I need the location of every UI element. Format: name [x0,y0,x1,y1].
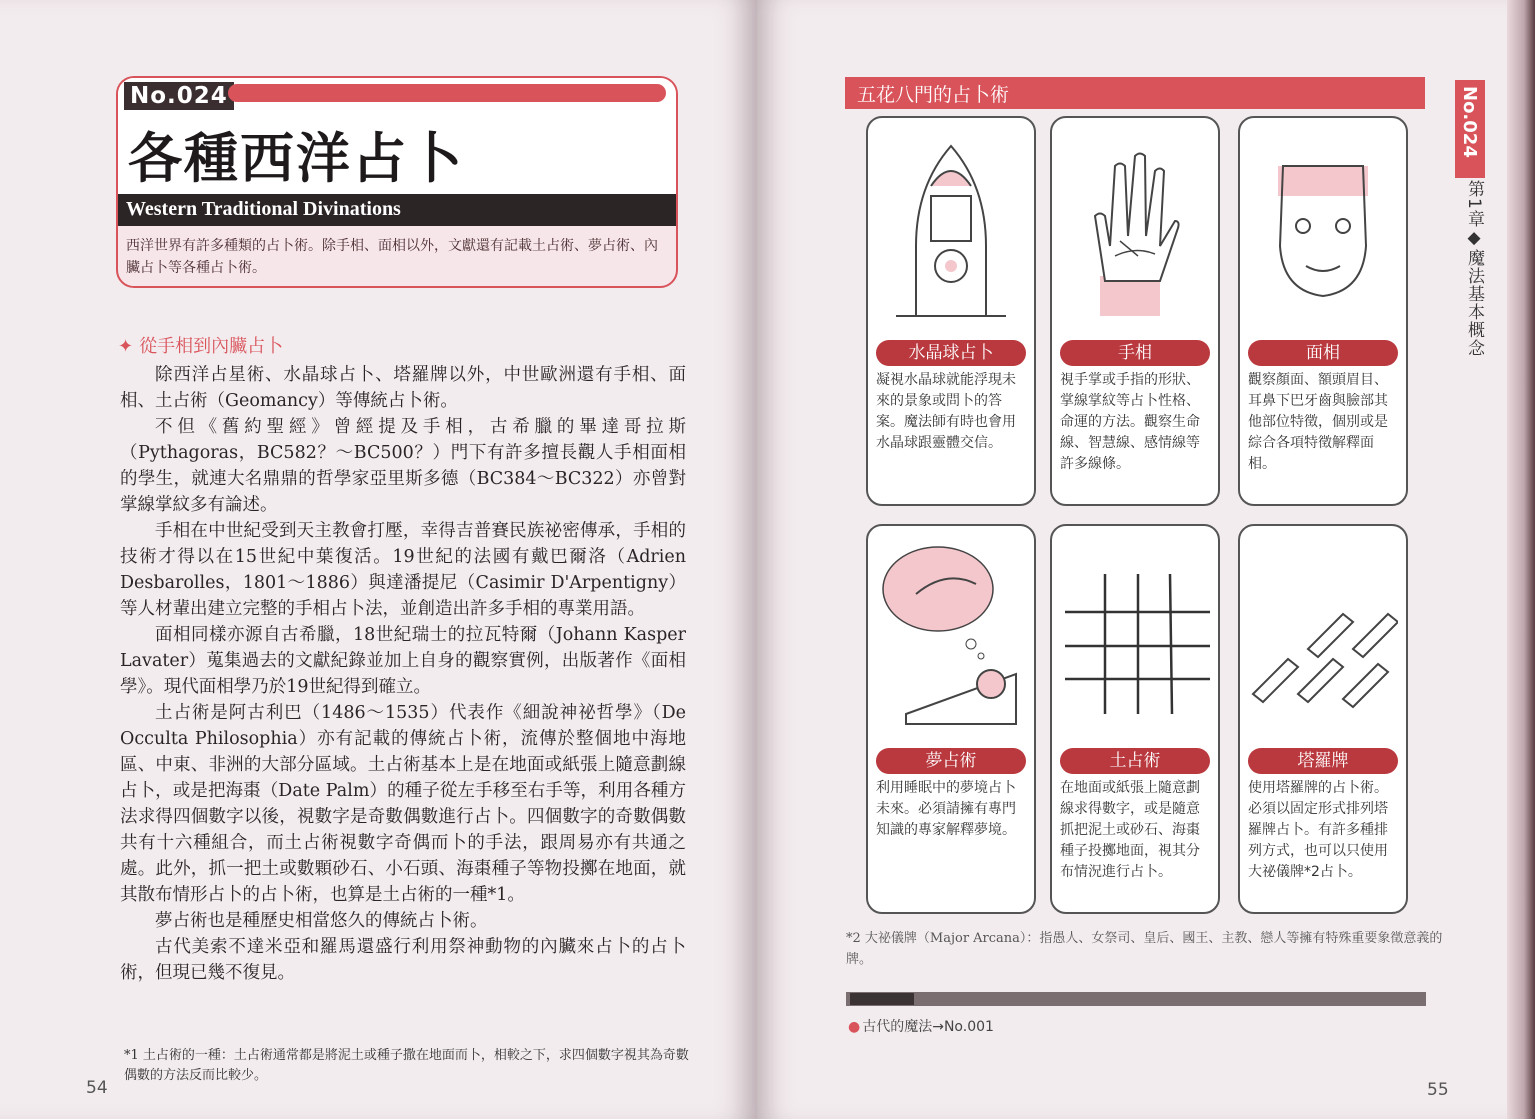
palm-illustration-icon [1060,126,1210,326]
entry-summary: 西洋世界有許多種類的占卜術。除手相、面相以外，文獻還有記載土占術、夢占術、內臟占卜等各種占卜術。 [126,238,658,276]
card-text: 利用睡眠中的夢境占卜未來。必須請擁有專門知識的專家解釋夢境。 [876,780,1016,838]
book-edge [1507,0,1535,1119]
card-physiognomy [1238,116,1408,506]
card-geomancy [1050,524,1220,914]
card-label: 土占術 [1060,748,1210,774]
card-text: 使用塔羅牌的占卜術。必須以固定形式排列塔羅牌占卜。有許多種排列方式，也可以只使用大祕儀牌*2占卜。 [1248,780,1388,880]
related-item-link[interactable] [848,1016,994,1036]
bullet-icon: ● [848,1019,861,1035]
paragraph: 面相同樣亦源自古希臘，18世紀瑞士的拉瓦特爾（Johann Kasper Lavater）蒐集過去的文獻紀錄並加上自身的觀察實例，出版著作《面相學》。現代面相學乃於19世紀得到確立。 [120,625,686,697]
entry-header-box [116,76,678,288]
page-number: 55 [1427,1080,1449,1100]
card-oneiromancy [866,524,1036,914]
body-text [120,362,686,986]
side-tab [1455,80,1485,178]
related-item-text: 古代的魔法→No.001 [862,1019,994,1035]
related-items-tag [850,993,914,1005]
paragraph: 土占術是阿古利巴（1486～1535）代表作《細說神祕哲學》（De Occulta Philosophia）亦有記載的傳統占卜術，流傳於整個地中海地區、中東、非洲的大部分區域。土占術基本上是在地面或紙張上隨意劃線占卜，或是把海棗（Date Palm）的種子從左手移至右手等，利用各種方法求得四個數字以後，視數字是奇數偶數進行占卜。四個數字的奇數偶數共有十六種組合，而土占術視數字奇偶而卜的手法，跟周易亦有共通之處。此外，抓一把土或數顆砂石、小石頭、海棗種子等物投擲在地面，就其散布情形占卜的占卜術，也算是土占術的一種*1。 [120,703,686,905]
header-accent-strip [228,84,666,102]
english-subtitle: Western Traditional Divinations [126,198,401,220]
diamond-icon: ✦ [118,336,134,357]
card-label: 手相 [1060,340,1210,366]
subtitle-bar [118,194,676,226]
card-palmistry [1050,116,1220,506]
paragraph: 手相在中世紀受到天主教會打壓，幸得吉普賽民族祕密傳承，手相的技術才得以在15世紀中葉復活。19世紀的法國有戴巴爾洛（Adrien Desbarolles，1801～1886）與達潘提尼（Casimir D'Arpentigny）等人材輩出建立完整的手相占卜法，並創造出許多手相的專業用語。 [120,521,686,619]
face-illustration-icon [1248,126,1398,326]
paragraph: 不但《舊約聖經》曾經提及手相，古希臘的畢達哥拉斯（Pythagoras，BC582？～BC500？）門下有許多擅長觀人手相面相的學生，就連大名鼎鼎的哲學家亞里斯多德（BC384～BC322）亦曾對掌線掌紋多有論述。 [120,417,686,515]
card-label: 塔羅牌 [1248,748,1398,774]
side-chapter-label: 第1章◆魔法基本概念 [1464,180,1484,357]
card-crystal-ball [866,116,1036,506]
geomancy-lines-icon [1060,534,1210,734]
footnote: *2 大祕儀牌（Major Arcana）：指愚人、女祭司、皇后、國王、主教、戀人等擁有特殊重要象徵意義的牌。 [846,931,1443,967]
tarot-cards-icon [1248,534,1398,734]
dream-illustration-icon [876,534,1026,734]
card-text: 在地面或紙張上隨意劃線求得數字，或是隨意抓把泥土或砂石、海棗種子投擲地面，視其分布情況進行占卜。 [1060,780,1200,880]
card-label: 面相 [1248,340,1398,366]
page-number: 54 [86,1078,108,1098]
card-label: 夢占術 [876,748,1026,774]
section-heading [118,332,283,358]
card-tarot [1238,524,1408,914]
section-title: 五花八門的占卜術 [857,84,1010,106]
paragraph: 古代美索不達米亞和羅馬還盛行利用祭神動物的內臟來占卜的占卜術，但現已幾不復見。 [120,937,686,983]
side-tab-number: No.024 [1459,86,1480,158]
page-title: 各種西洋占卜 [128,127,464,190]
section-title-bar [845,77,1425,109]
section-heading-text: 從手相到內臟占卜 [139,336,284,357]
paragraph: 夢占術也是種歷史相當悠久的傳統占卜術。 [155,911,488,931]
crystal-ball-illustration-icon [876,126,1026,326]
related-items-bar [846,992,1426,1006]
card-text: 觀察顏面、額頭眉目、耳鼻下巴牙齒與臉部其他部位特徵，個別或是綜合各項特徵解釋面相。 [1248,372,1388,472]
paragraph: 除西洋占星術、水晶球占卜、塔羅牌以外，中世歐洲還有手相、面相、土占術（Geomancy）等傳統占卜術。 [120,365,686,411]
entry-number: No.024 [124,82,234,110]
card-label: 水晶球占卜 [876,340,1026,366]
card-text: 視手掌或手指的形狀、掌線掌紋等占卜性格、命運的方法。觀察生命線、智慧線、感情線等許多線條。 [1060,372,1200,472]
card-text: 凝視水晶球就能浮現未來的景象或問卜的答案。魔法師有時也會用水晶球跟靈體交信。 [876,372,1016,451]
left-page [0,0,757,1119]
footnote: *1 土占術的一種：土占術通常都是將泥土或種子撒在地面而卜，相較之下，求四個數字視其為奇數偶數的方法反而比較少。 [124,1048,689,1083]
